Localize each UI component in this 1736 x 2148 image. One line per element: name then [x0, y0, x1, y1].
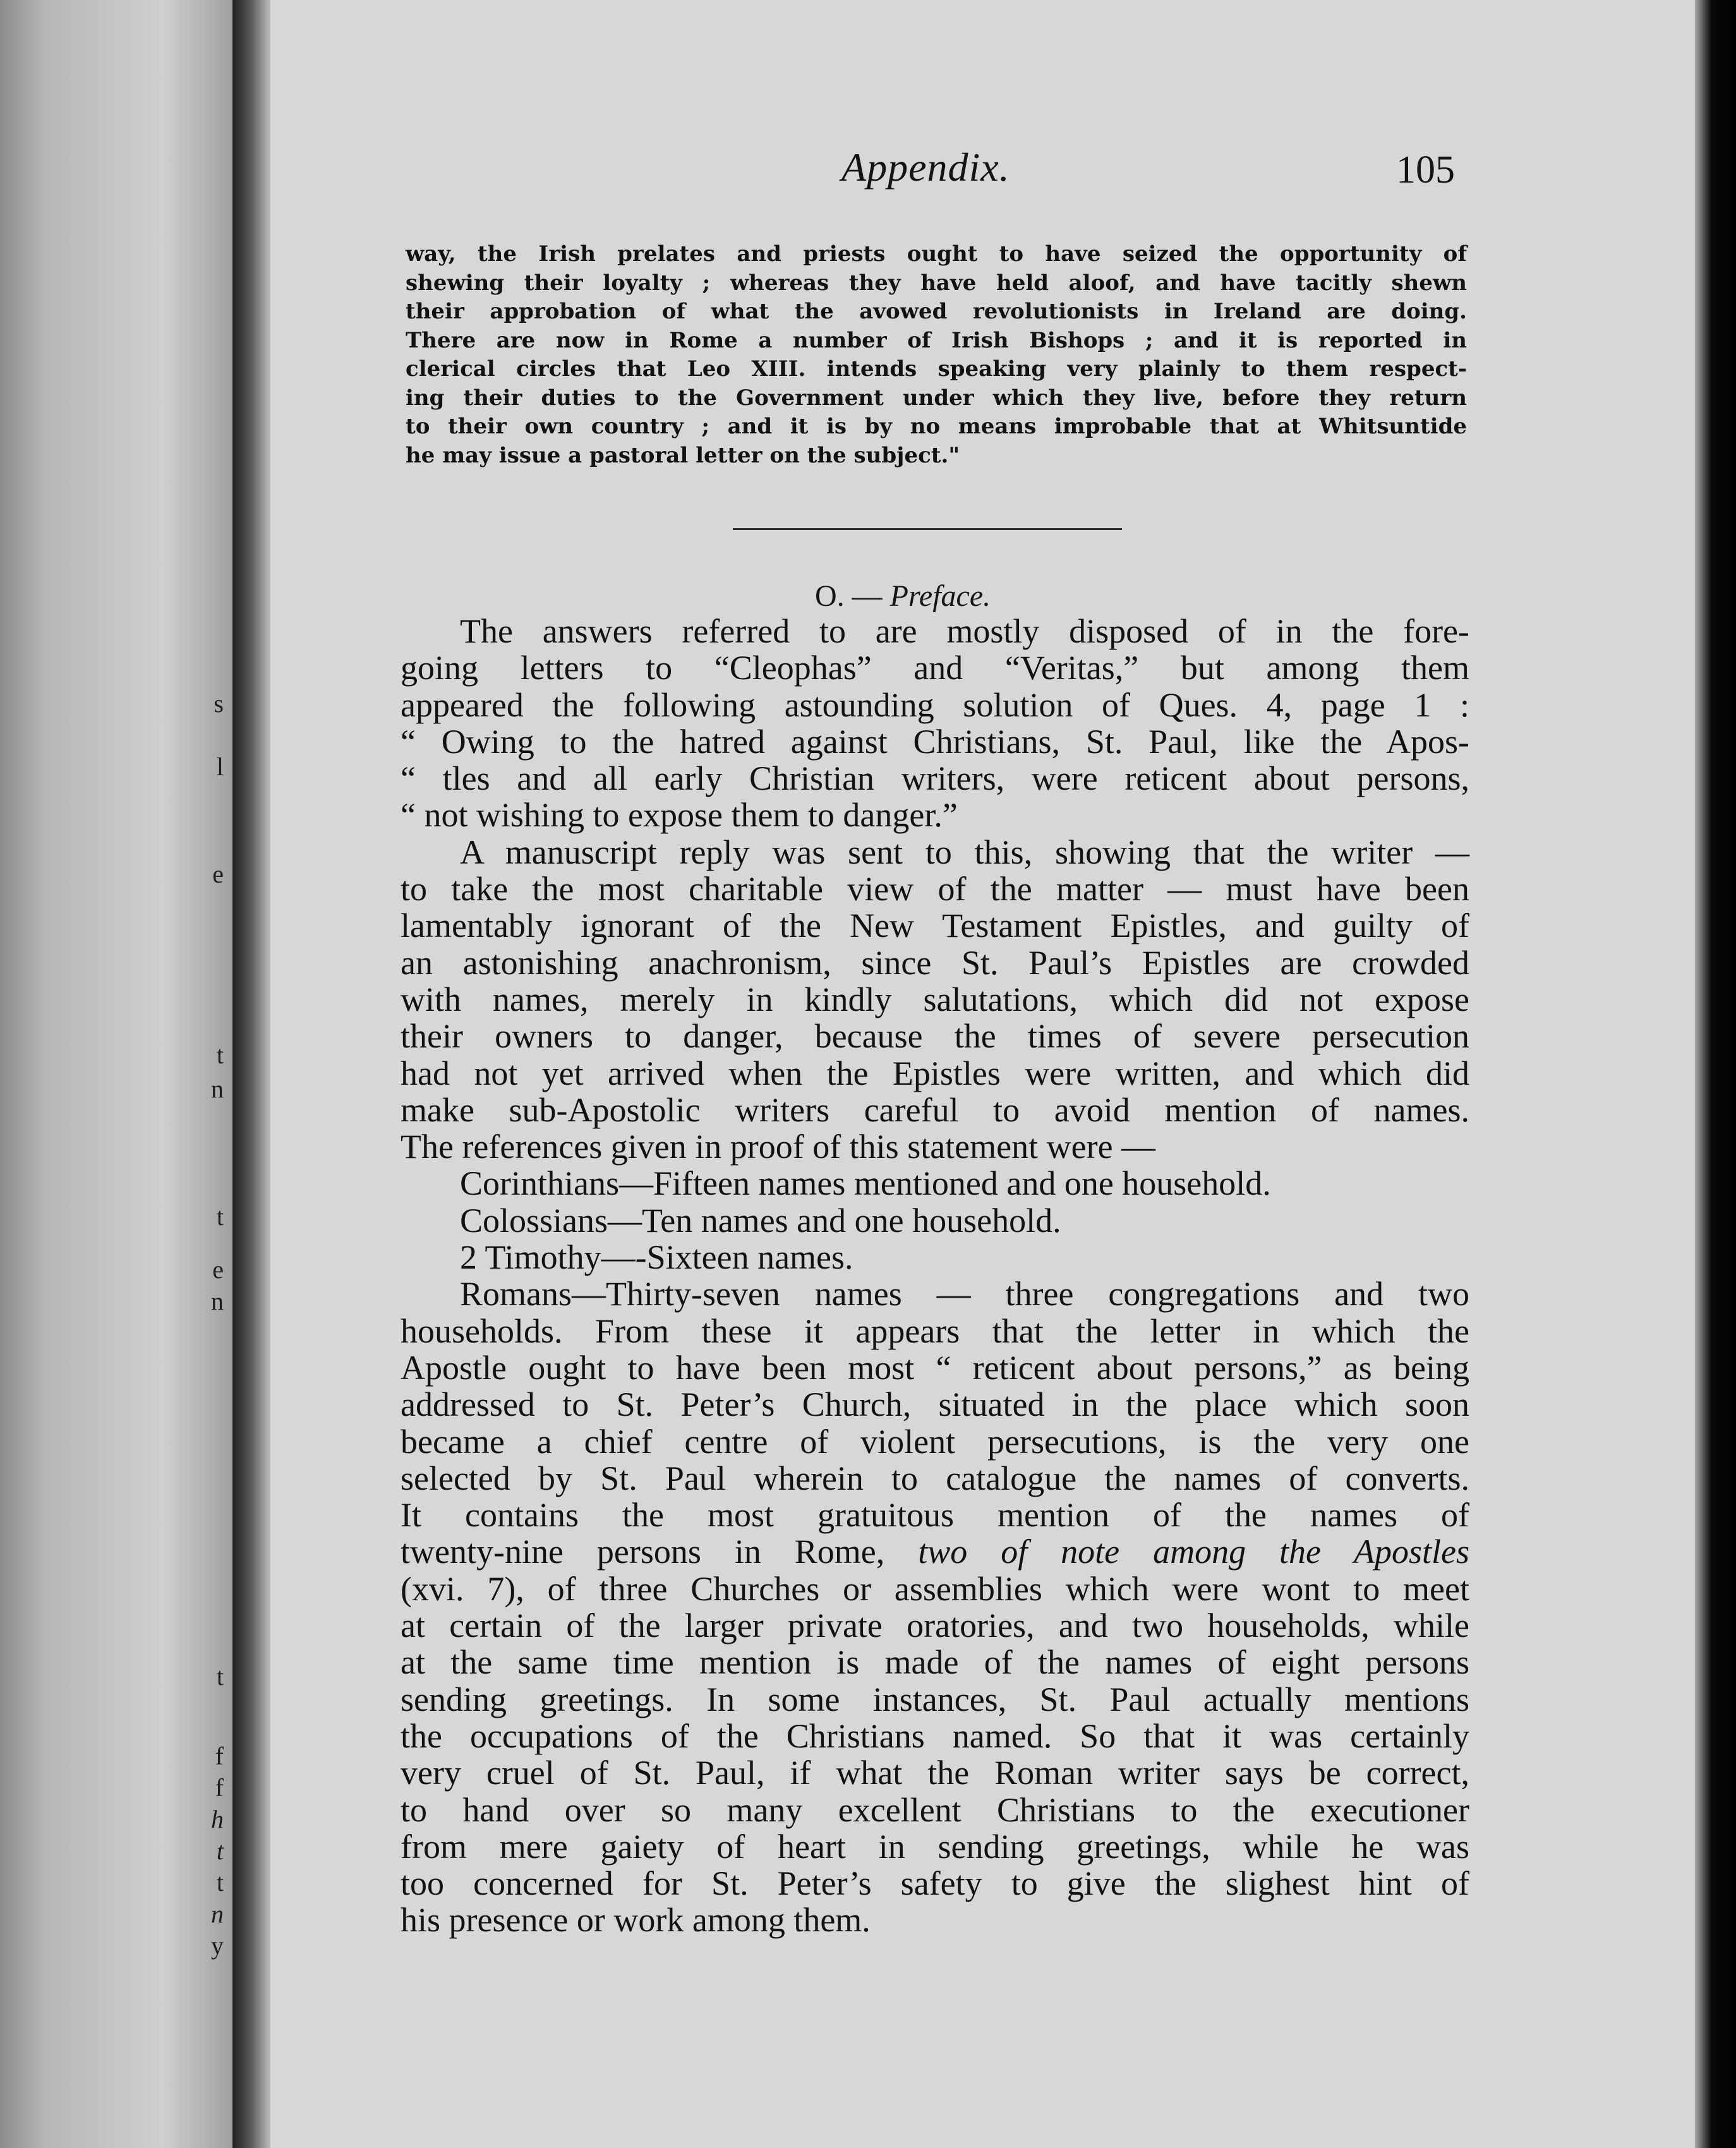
body-line: became a chief centre of violent persecutions, is the very one	[401, 1422, 1469, 1461]
section-heading	[815, 579, 991, 613]
edge-glyph: t	[216, 1202, 224, 1231]
page-header	[0, 144, 1736, 195]
quoted-passage	[406, 240, 1467, 470]
edge-glyph: t	[216, 1041, 224, 1069]
body-line: (xvi. 7), of three Churches or assemblies which were wont to meet	[401, 1569, 1469, 1608]
quote-line: ing their duties to the Government under which they live, before they return	[406, 385, 1467, 411]
book-gutter	[232, 0, 270, 2148]
body-line: to hand over so many excellent Christians to the executioner	[401, 1790, 1469, 1829]
body-line: very cruel of St. Paul, if what the Roman writer says be correct,	[401, 1754, 1469, 1792]
section-number: O.	[815, 579, 845, 613]
body-line: at certain of the larger private oratories, and two households, while	[401, 1607, 1469, 1645]
body-line: “ Owing to the hatred against Christians, St. Paul, like the Apos-	[401, 722, 1469, 761]
italic-phrase: two of note among the Apostles	[918, 1533, 1469, 1571]
running-head: Appendix.	[841, 145, 1010, 190]
body-line: his presence or work among them.	[401, 1901, 871, 1940]
edge-glyph: f	[215, 1742, 224, 1770]
edge-glyph: y	[211, 1931, 224, 1960]
body-line: their owners to danger, because the times of severe persecution	[401, 1017, 1469, 1056]
body-line: to take the most charitable view of the matter — must have been	[401, 870, 1469, 908]
body-line: “ not wishing to expose them to danger.”	[401, 796, 958, 835]
body-line: Corinthians—Fifteen names mentioned and one household.	[460, 1164, 1271, 1203]
body-line: going letters to “Cleophas” and “Veritas,” but among them	[401, 649, 1469, 687]
body-line: “ tles and all early Christian writers, were reticent about persons,	[401, 759, 1469, 798]
previous-page-edge	[0, 0, 232, 2148]
section-divider	[733, 528, 1122, 530]
body-line: Colossians—Ten names and one household.	[460, 1201, 1061, 1240]
edge-glyph: t	[216, 1868, 224, 1897]
edge-glyph: l	[216, 752, 224, 781]
body-line-start: twenty-nine persons in Rome,	[401, 1533, 885, 1571]
scan-border	[1695, 0, 1736, 2148]
edge-glyph: t	[216, 1662, 224, 1691]
quote-line: clerical circles that Leo XIII. intends speaking very plainly to them respect-	[406, 356, 1467, 382]
section-dash: —	[852, 579, 883, 613]
section-title: Preface.	[889, 579, 991, 613]
body-line: Romans—Thirty-seven names — three congregations and two	[460, 1275, 1469, 1313]
body-line: selected by St. Paul wherein to catalogue the names of converts.	[401, 1459, 1469, 1497]
edge-glyph: e	[212, 1255, 224, 1284]
body-line: A manuscript reply was sent to this, showing that the writer —	[460, 833, 1469, 871]
body-line: sending greetings. In some instances, St. Paul actually mentions	[401, 1680, 1469, 1718]
quote-line: to their own country ; and it is by no means improbable that at Whitsuntide	[406, 414, 1467, 439]
edge-glyph: n	[211, 1900, 224, 1928]
edge-glyph: n	[211, 1075, 224, 1103]
body-line: Apostle ought to have been most “ reticent about persons,” as being	[401, 1348, 1469, 1387]
body-line: the occupations of the Christians named. So that it was certainly	[401, 1717, 1469, 1755]
body-line: an astonishing anachronism, since St. Paul’s Epistles are crowded	[401, 943, 1469, 982]
body-line: 2 Timothy—-Sixteen names.	[460, 1238, 853, 1277]
quote-line: shewing their loyalty ; whereas they have held aloof, and have tacitly shewn	[406, 270, 1467, 296]
quote-line: he may issue a pastoral letter on the subject."	[406, 442, 960, 468]
body-text	[401, 613, 1469, 1939]
body-line: lamentably ignorant of the New Testament Epistles, and guilty of	[401, 907, 1469, 945]
edge-glyph: s	[214, 689, 224, 718]
quote-line: way, the Irish prelates and priests ought to have seized the opportunity of	[406, 241, 1467, 267]
body-line: The references given in proof of this statement were —	[401, 1128, 1156, 1166]
body-line: The answers referred to are mostly disposed of in the fore-	[460, 612, 1469, 650]
edge-glyph: n	[211, 1287, 224, 1315]
body-line: too concerned for St. Peter’s safety to give the slighest hint of	[401, 1864, 1469, 1903]
edge-glyph: t	[216, 1837, 224, 1865]
quote-line: their approbation of what the avowed revolutionists in Ireland are doing.	[406, 299, 1467, 324]
page-number: 105	[1396, 148, 1455, 191]
body-line: had not yet arrived when the Epistles were written, and which did	[401, 1054, 1469, 1092]
edge-glyph: h	[211, 1805, 224, 1833]
edge-glyph: f	[215, 1773, 224, 1802]
edge-glyph: e	[212, 860, 224, 888]
body-line: make sub-Apostolic writers careful to avoid mention of names.	[401, 1090, 1469, 1129]
body-line: from mere gaiety of heart in sending greetings, while he was	[401, 1827, 1469, 1866]
body-line: at the same time mention is made of the names of eight persons	[401, 1643, 1469, 1682]
body-line	[401, 1533, 1469, 1570]
body-line: households. From these it appears that the letter in which the	[401, 1312, 1469, 1350]
body-line: addressed to St. Peter’s Church, situated in the place which soon	[401, 1385, 1469, 1424]
body-line: with names, merely in kindly salutations, which did not expose	[401, 980, 1469, 1018]
body-line: appeared the following astounding solution of Ques. 4, page 1 :	[401, 685, 1469, 724]
quote-line: There are now in Rome a number of Irish Bishops ; and it is reported in	[406, 327, 1467, 353]
body-line: It contains the most gratuitous mention of the names of	[401, 1496, 1469, 1535]
